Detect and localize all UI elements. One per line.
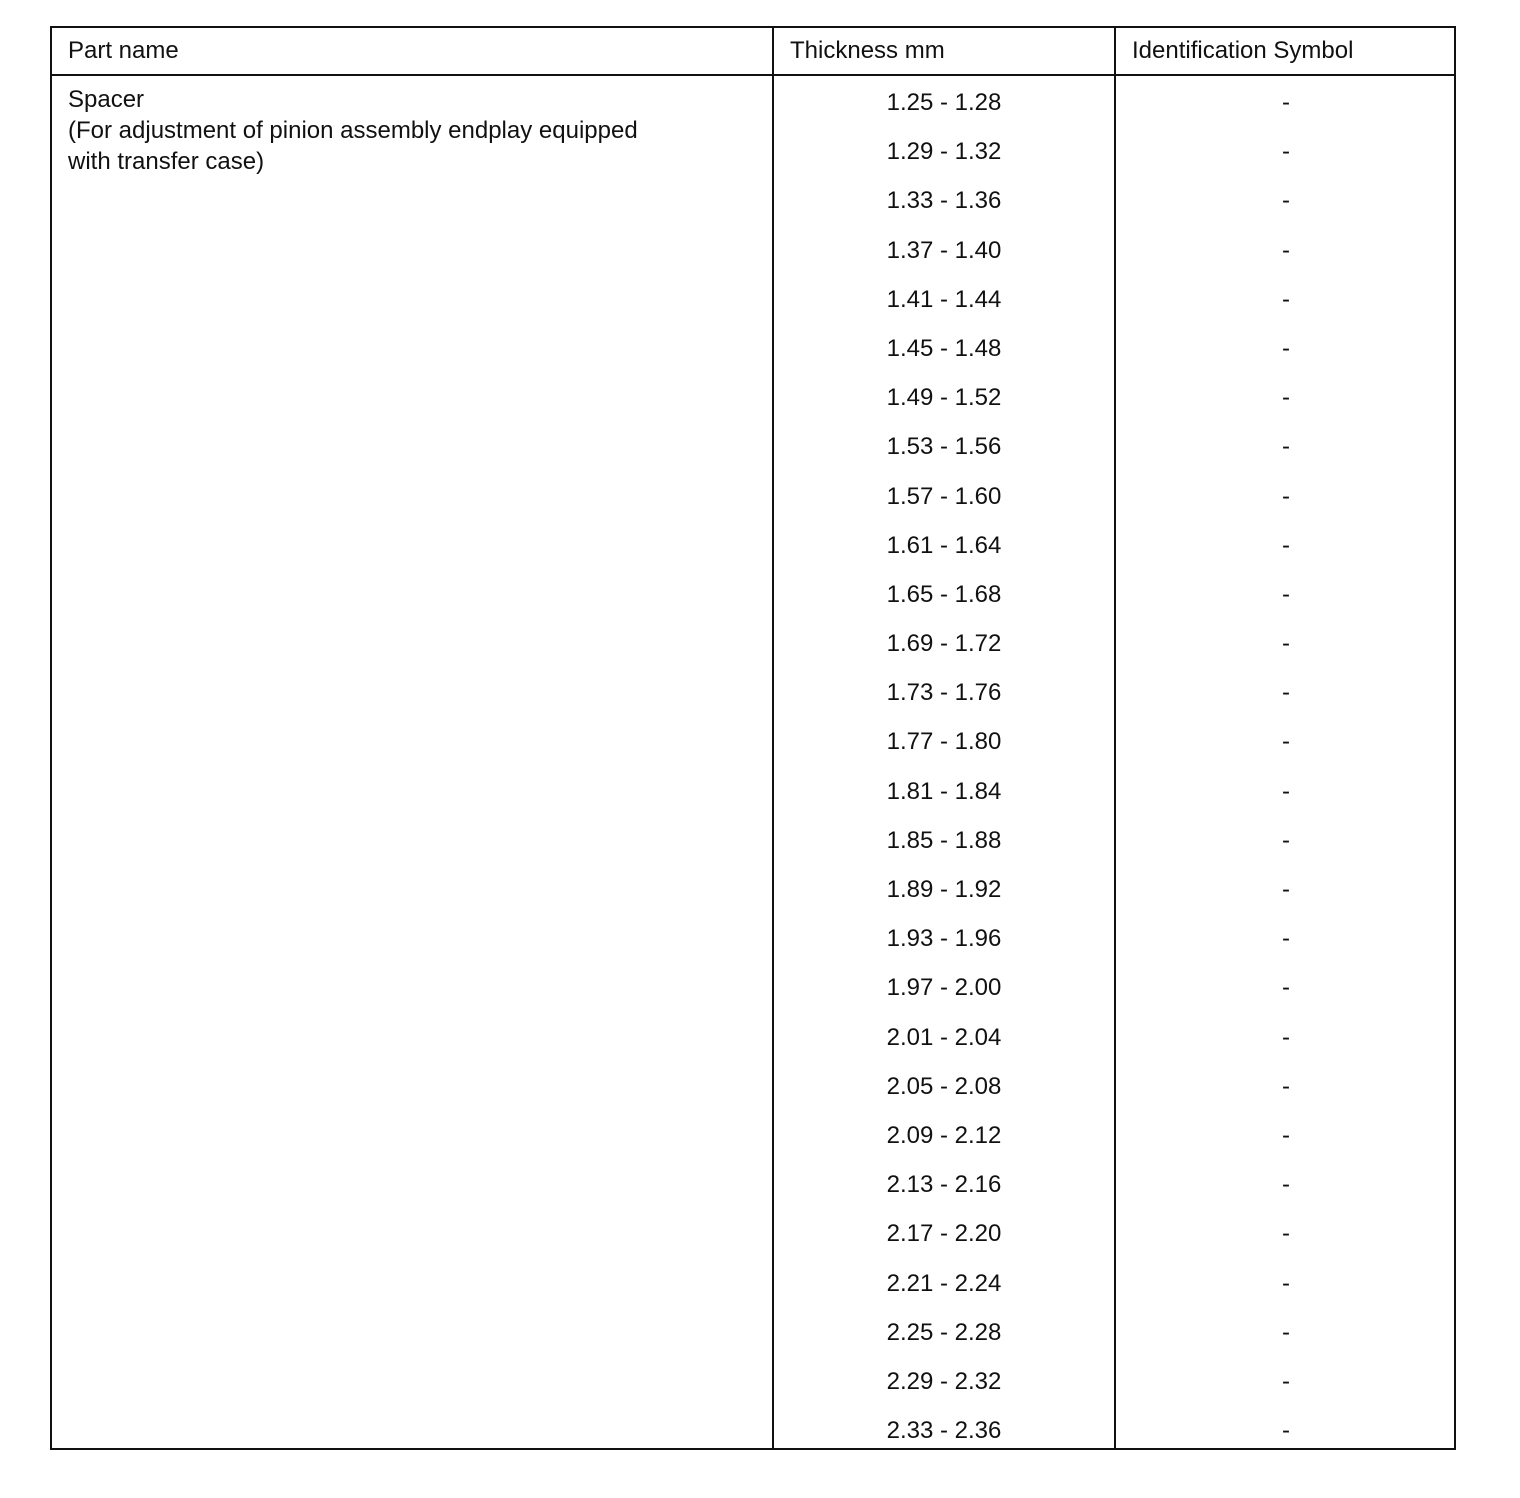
thickness-value: 1.85 - 1.88 — [886, 826, 1002, 854]
identification-symbol-value: - — [1282, 876, 1290, 903]
thickness-value: 1.73 - 1.76 — [886, 679, 1002, 707]
table-row — [52, 570, 1454, 619]
identification-symbol-value: - — [1282, 728, 1290, 756]
table-row — [52, 914, 1454, 963]
spacer-table — [50, 26, 1456, 1450]
thickness-value: 1.89 - 1.92 — [886, 876, 1002, 903]
table-row — [52, 1357, 1454, 1406]
identification-symbol-value: - — [1282, 531, 1290, 559]
thickness-value: 1.33 - 1.36 — [886, 187, 1002, 215]
table-row — [52, 1062, 1454, 1111]
identification-symbol-value: - — [1282, 384, 1290, 412]
thickness-value: 1.77 - 1.80 — [886, 728, 1002, 756]
identification-symbol-value: - — [1282, 1318, 1290, 1346]
table-row — [52, 521, 1454, 570]
table-row — [52, 865, 1454, 914]
table-row — [52, 1406, 1454, 1455]
thickness-value: 1.49 - 1.52 — [886, 384, 1002, 412]
table-row — [52, 619, 1454, 668]
table-row — [52, 127, 1454, 176]
thickness-value: 2.01 - 2.04 — [886, 1023, 1002, 1051]
table-body — [52, 78, 1454, 1455]
thickness-value: 1.81 - 1.84 — [886, 777, 1002, 805]
identification-symbol-value: - — [1282, 1220, 1290, 1248]
thickness-value: 2.09 - 2.12 — [886, 1121, 1002, 1149]
part-description-line-2: with transfer case) — [68, 148, 265, 175]
table-row — [52, 373, 1454, 422]
table-row — [52, 78, 1454, 127]
identification-symbol-value: - — [1282, 433, 1290, 461]
thickness-value: 1.53 - 1.56 — [886, 433, 1002, 461]
identification-symbol-value: - — [1282, 974, 1290, 1002]
identification-symbol-value: - — [1282, 1417, 1290, 1445]
thickness-value: 1.97 - 2.00 — [886, 974, 1002, 1002]
thickness-value: 2.05 - 2.08 — [886, 1072, 1002, 1100]
table-header — [52, 28, 1454, 76]
thickness-value: 2.17 - 2.20 — [886, 1220, 1002, 1248]
table-row — [52, 717, 1454, 766]
thickness-value: 1.29 - 1.32 — [886, 138, 1002, 166]
thickness-value: 1.25 - 1.28 — [886, 89, 1002, 116]
thickness-value: 2.33 - 2.36 — [886, 1417, 1002, 1445]
table-row — [52, 275, 1454, 324]
header-part-name: Part name — [68, 37, 179, 64]
identification-symbol-value: - — [1282, 777, 1290, 805]
identification-symbol-value: - — [1282, 1072, 1290, 1100]
table-row — [52, 1308, 1454, 1357]
identification-symbol-value: - — [1282, 482, 1290, 510]
table-row — [52, 1160, 1454, 1209]
table-row — [52, 324, 1454, 373]
thickness-value: 1.41 - 1.44 — [886, 285, 1002, 313]
table-row — [52, 472, 1454, 521]
part-name: Spacer — [68, 86, 145, 113]
thickness-value: 1.37 - 1.40 — [886, 236, 1002, 264]
identification-symbol-value: - — [1282, 580, 1290, 608]
table-row — [52, 816, 1454, 865]
identification-symbol-value: - — [1282, 89, 1290, 116]
thickness-value: 1.93 - 1.96 — [886, 925, 1002, 953]
table-row — [52, 1209, 1454, 1258]
table-row — [52, 1259, 1454, 1308]
table-row — [52, 1111, 1454, 1160]
table-row — [52, 226, 1454, 275]
identification-symbol-value: - — [1282, 1121, 1290, 1149]
identification-symbol-value: - — [1282, 1023, 1290, 1051]
thickness-value: 1.45 - 1.48 — [886, 334, 1002, 362]
identification-symbol-value: - — [1282, 138, 1290, 166]
identification-symbol-value: - — [1282, 187, 1290, 215]
identification-symbol-value: - — [1282, 925, 1290, 953]
identification-symbol-value: - — [1282, 630, 1290, 658]
identification-symbol-value: - — [1282, 1367, 1290, 1395]
table-row — [52, 767, 1454, 816]
thickness-value: 2.29 - 2.32 — [886, 1367, 1002, 1395]
table-row — [52, 668, 1454, 717]
table-row — [52, 1013, 1454, 1062]
identification-symbol-value: - — [1282, 1171, 1290, 1199]
thickness-value: 1.69 - 1.72 — [886, 630, 1002, 658]
identification-symbol-value: - — [1282, 334, 1290, 362]
thickness-value: 1.61 - 1.64 — [886, 531, 1002, 559]
header-identification-symbol: Identification Symbol — [1132, 37, 1354, 64]
identification-symbol-value: - — [1282, 826, 1290, 854]
table-row — [52, 422, 1454, 471]
identification-symbol-value: - — [1282, 236, 1290, 264]
thickness-value: 1.65 - 1.68 — [886, 580, 1002, 608]
identification-symbol-value: - — [1282, 285, 1290, 313]
thickness-value: 2.21 - 2.24 — [886, 1269, 1002, 1297]
identification-symbol-value: - — [1282, 679, 1290, 707]
header-thickness: Thickness mm — [790, 37, 945, 64]
thickness-value: 2.13 - 2.16 — [886, 1171, 1002, 1199]
thickness-value: 1.57 - 1.60 — [886, 482, 1002, 510]
table-row — [52, 176, 1454, 225]
table-row — [52, 963, 1454, 1012]
part-description-line-1: (For adjustment of pinion assembly endplay equipped — [68, 117, 638, 144]
thickness-value: 2.25 - 2.28 — [886, 1318, 1002, 1346]
identification-symbol-value: - — [1282, 1269, 1290, 1297]
